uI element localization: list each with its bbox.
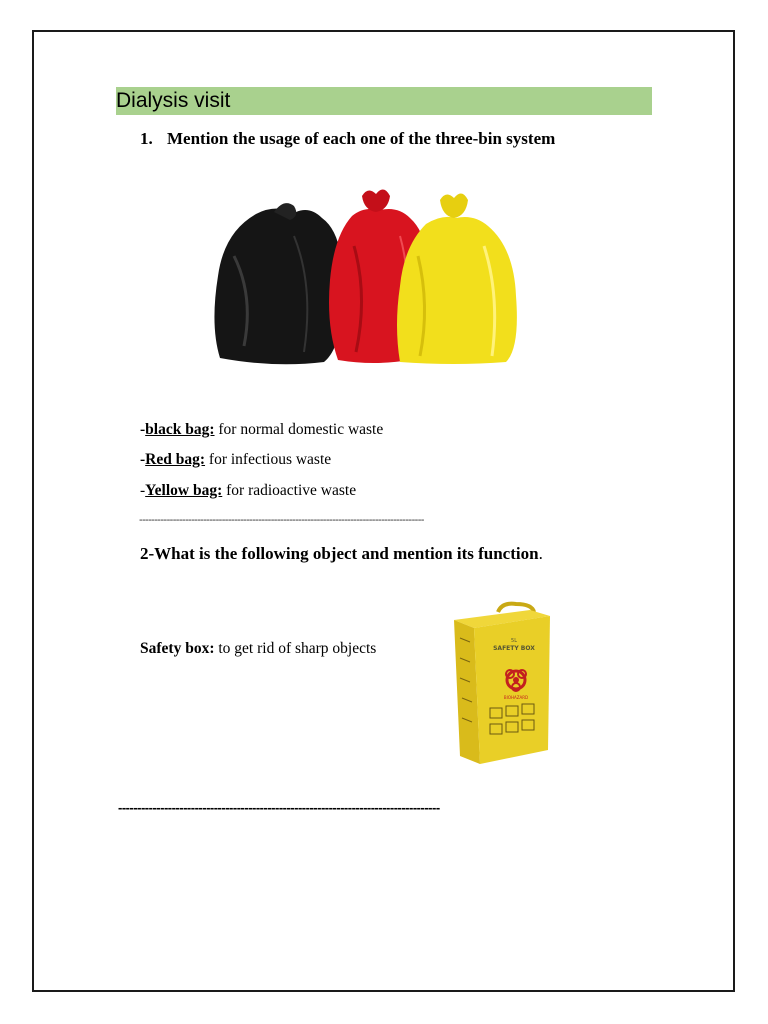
yellow-bag-illustration	[397, 193, 517, 364]
page-border	[32, 30, 735, 992]
black-bag-line	[140, 420, 383, 440]
black-bag-illustration	[214, 203, 342, 364]
black-bag-description: for normal domestic waste	[214, 421, 384, 438]
safety-box-description: to get rid of sharp objects	[214, 640, 377, 657]
box-capacity-text: 5L	[511, 638, 517, 644]
red-bag-label: Red bag:	[145, 451, 206, 468]
separator-line: ---------------------------------------------------------------------------------------------	[139, 514, 424, 526]
red-bag-line	[140, 450, 331, 470]
red-bag-description: for infectious waste	[205, 451, 332, 468]
black-bag-label: black bag:	[145, 421, 215, 438]
question-2	[140, 543, 543, 565]
box-biohazard-text: BIOHAZARD	[503, 695, 529, 700]
question-2-period: .	[538, 544, 543, 563]
question-1	[140, 128, 555, 150]
question-1-text: Mention the usage of each one of the three-bin system	[167, 129, 556, 148]
safety-box-answer	[140, 638, 380, 659]
yellow-bag-line	[140, 481, 356, 501]
bullet-dash: -	[140, 482, 146, 499]
section-end-separator: ------------------------------------------------------------------------------------	[118, 800, 440, 815]
question-1-number: 1.	[140, 129, 153, 148]
box-name-text: SAFETY BOX	[493, 645, 535, 652]
yellow-bag-description: for radioactive waste	[222, 482, 357, 499]
bullet-dash: -	[140, 451, 146, 468]
page-title: Dialysis visit	[116, 89, 231, 112]
yellow-bag-label: Yellow bag:	[145, 482, 223, 499]
safety-box-image	[440, 598, 560, 774]
bullet-dash: -	[140, 421, 146, 438]
waste-bags-image	[204, 176, 536, 372]
safety-box-label: Safety box:	[140, 640, 215, 657]
question-2-text: 2-What is the following object and mention its function	[140, 544, 539, 563]
